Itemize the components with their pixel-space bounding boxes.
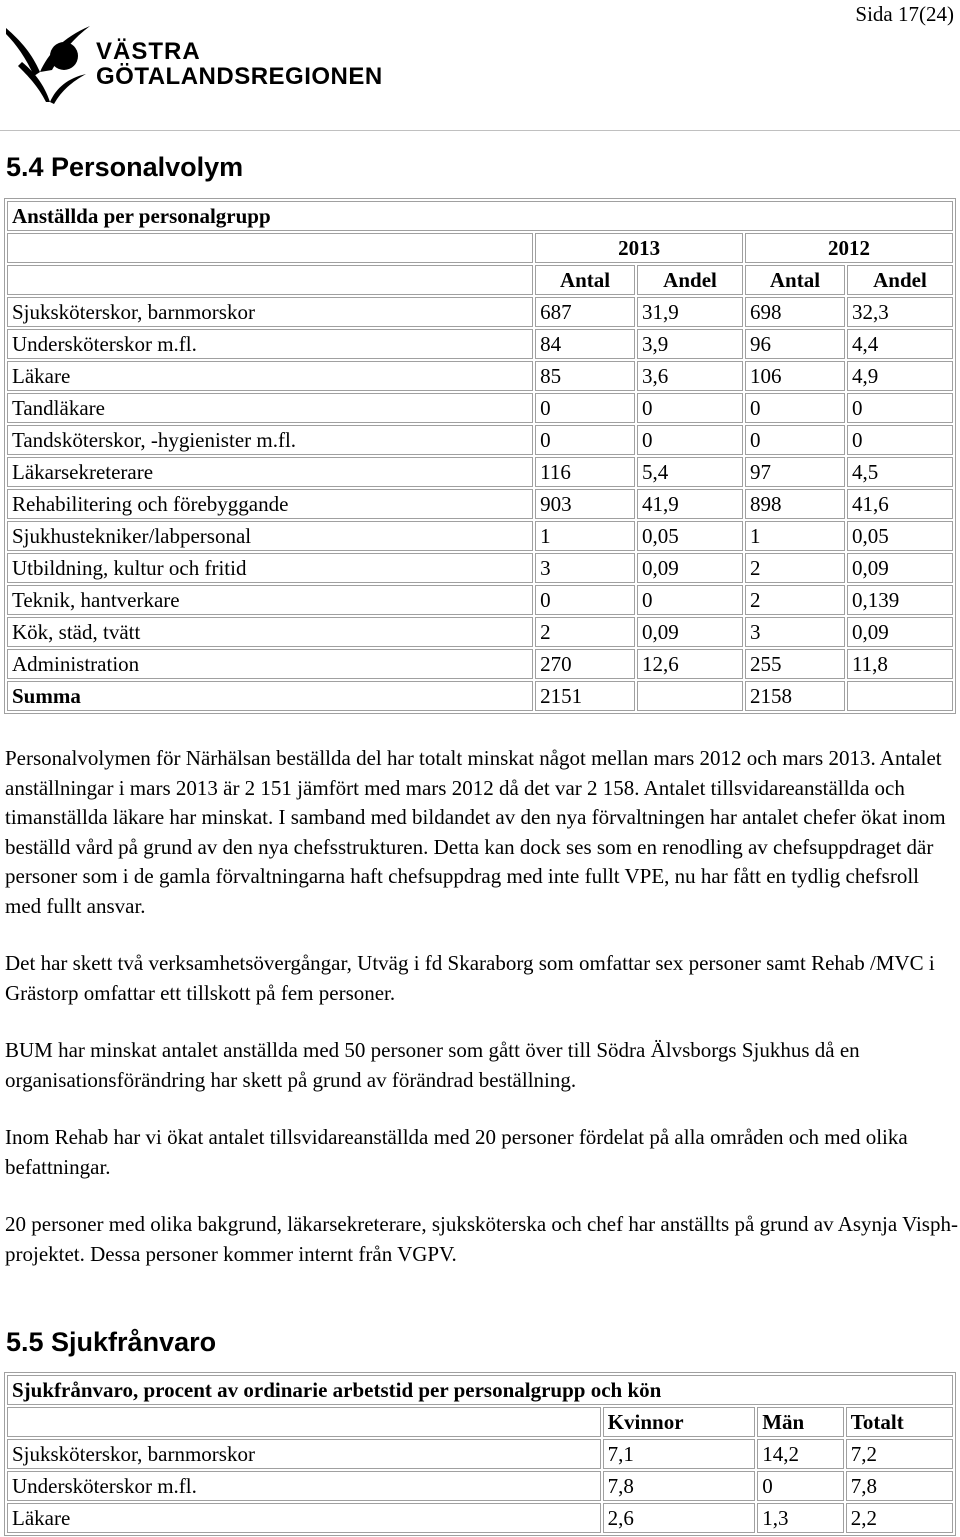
table-row: [7, 1439, 953, 1469]
table-row: [7, 425, 953, 455]
table-cell: 2158: [745, 681, 845, 711]
table-title: Sjukfrånvaro, procent av ordinarie arbetstid per personalgrupp och kön: [7, 1375, 953, 1405]
section-heading-sjukfranvaro: 5.5 Sjukfrånvaro: [6, 1327, 217, 1357]
table-header-empty: [7, 233, 533, 263]
col-header-antal-2013: Antal: [535, 265, 635, 295]
table-cell: 12,6: [637, 649, 743, 679]
table-cell: 2151: [535, 681, 635, 711]
table-cell: 0: [745, 393, 845, 423]
paragraph: 20 personer med olika bakgrund, läkarsekreterare, sjuksköterska och chef har anställts på grund av Asynja Visph-projektet. Dessa personer kommer internt från VGPV.: [5, 1212, 958, 1266]
col-header-totalt: Totalt: [846, 1407, 953, 1437]
table-cell: 7,8: [846, 1471, 953, 1501]
paragraph: BUM har minskat antalet anställda med 50 personer som gått över till Södra Älvsborgs Sjukhus då en organisationsförändring har skett på grund av förändrad beställning.: [5, 1038, 860, 1092]
table-row: [7, 649, 953, 679]
vgr-logo: [4, 24, 384, 106]
table-cell: 31,9: [637, 297, 743, 327]
row-label: Undersköterskor m.fl.: [7, 329, 533, 359]
table-cell: 687: [535, 297, 635, 327]
table-cell: 96: [745, 329, 845, 359]
logo-line-1: VÄSTRA: [96, 38, 201, 65]
table-cell: 4,4: [847, 329, 953, 359]
col-header-antal-2012: Antal: [745, 265, 845, 295]
row-label: Kök, städ, tvätt: [7, 617, 533, 647]
table-row: [7, 329, 953, 359]
table-cell: 4,5: [847, 457, 953, 487]
table-row: [7, 681, 953, 711]
table-row: [7, 489, 953, 519]
table-cell: 41,6: [847, 489, 953, 519]
row-label: Sjuksköterskor, barnmorskor: [7, 297, 533, 327]
paragraph: Inom Rehab har vi ökat antalet tillsvidareanställda med 20 personer fördelat på alla områden och med olika befattningar.: [5, 1125, 908, 1179]
row-label: Administration: [7, 649, 533, 679]
sick-leave-table: [4, 1372, 956, 1536]
table-cell: 4,9: [847, 361, 953, 391]
row-label: Tandläkare: [7, 393, 533, 423]
table-row: [7, 393, 953, 423]
table-cell: 0,09: [847, 553, 953, 583]
table-cell: 2,2: [846, 1503, 953, 1533]
table-row: [7, 617, 953, 647]
paragraph: Det har skett två verksamhetsövergångar, Utväg i fd Skaraborg som omfattar sex personer samt Rehab /MVC i Grästorp omfattar ett tillskott på fem personer.: [5, 951, 935, 1005]
row-label: Rehabilitering och förebyggande: [7, 489, 533, 519]
table-cell: 2: [745, 553, 845, 583]
table-cell: 2,6: [603, 1503, 756, 1533]
table-cell: 0: [535, 585, 635, 615]
table-row: [7, 553, 953, 583]
table-cell: 7,8: [603, 1471, 756, 1501]
table-header-empty: [7, 265, 533, 295]
table-cell: 41,9: [637, 489, 743, 519]
table-cell: [847, 681, 953, 711]
body-text: [5, 744, 960, 1297]
table-cell: 698: [745, 297, 845, 327]
table-cell: 3: [535, 553, 635, 583]
paragraph: Personalvolymen för Närhälsan beställda del har totalt minskat något mellan mars 2012 och mars 2013. Antalet anställningar i mars 2013 är 2 151 jämfört med mars 2012 då det var 2 158. Antalet tillsvidareanställda och timanställda läkare har minskat. I samband med bildandet av den nya förvaltningen har antalet chefer ökat inom beställd vård på grund av den nya chefsstrukturen. Detta kan dock ses som en renodling av chefsuppdraget där personer som i de gamla förvaltningarna haft chefsuppdrag med inte fullt VPE, nu har fått en tydlig chefsroll med fullt ansvar.: [5, 746, 946, 918]
row-label: Läkarsekreterare: [7, 457, 533, 487]
row-label: Sjukhustekniker/labpersonal: [7, 521, 533, 551]
table-row: [7, 1503, 953, 1533]
table-cell: 903: [535, 489, 635, 519]
table-row: [7, 457, 953, 487]
table-cell: 32,3: [847, 297, 953, 327]
table-cell: 898: [745, 489, 845, 519]
table-cell: 1: [535, 521, 635, 551]
table-cell: 0: [757, 1471, 844, 1501]
table-cell: 7,2: [846, 1439, 953, 1469]
table-cell: 0,09: [637, 617, 743, 647]
table-title: Anställda per personalgrupp: [7, 201, 953, 231]
table-cell: 0: [535, 393, 635, 423]
row-label: Utbildning, kultur och fritid: [7, 553, 533, 583]
table-cell: 3,9: [637, 329, 743, 359]
section-heading-personalvolym: 5.4 Personalvolym: [6, 152, 244, 182]
vgr-emblem-icon: [4, 24, 94, 106]
table-cell: 11,8: [847, 649, 953, 679]
table-cell: 0: [535, 425, 635, 455]
personnel-table: [4, 198, 956, 714]
page-number: Sida 17(24): [855, 2, 954, 26]
table-row: [7, 361, 953, 391]
row-label: Sjuksköterskor, barnmorskor: [7, 1439, 601, 1469]
table-cell: 3,6: [637, 361, 743, 391]
table-cell: 5,4: [637, 457, 743, 487]
table-cell: 255: [745, 649, 845, 679]
col-header-kvinnor: Kvinnor: [603, 1407, 756, 1437]
row-label: Läkare: [7, 361, 533, 391]
year-header-2012: 2012: [745, 233, 953, 263]
table-cell: 1,3: [757, 1503, 844, 1533]
table-cell: 0,05: [847, 521, 953, 551]
year-header-2013: 2013: [535, 233, 743, 263]
table-cell: 85: [535, 361, 635, 391]
table-row: [7, 1471, 953, 1501]
table-cell: 0: [745, 425, 845, 455]
row-label: Läkare: [7, 1503, 601, 1533]
table-cell: 0: [847, 425, 953, 455]
table-row: [7, 521, 953, 551]
table-cell: 106: [745, 361, 845, 391]
logo-line-2: GÖTALANDSREGIONEN: [96, 63, 383, 90]
row-label: Summa: [7, 681, 533, 711]
table-cell: 116: [535, 457, 635, 487]
table-cell: [637, 681, 743, 711]
col-header-andel-2012: Andel: [847, 265, 953, 295]
row-label: Undersköterskor m.fl.: [7, 1471, 601, 1501]
table-cell: 2: [745, 585, 845, 615]
col-header-man: Män: [757, 1407, 844, 1437]
table-cell: 2: [535, 617, 635, 647]
table-cell: 14,2: [757, 1439, 844, 1469]
table-cell: 0: [847, 393, 953, 423]
table-cell: 0,09: [847, 617, 953, 647]
row-label: Tandsköterskor, -hygienister m.fl.: [7, 425, 533, 455]
table-cell: 0,09: [637, 553, 743, 583]
table-cell: 97: [745, 457, 845, 487]
header-divider: [0, 130, 960, 131]
table-row: [7, 585, 953, 615]
table-cell: 0: [637, 393, 743, 423]
table-cell: 0: [637, 425, 743, 455]
table-header-empty: [7, 1407, 601, 1437]
col-header-andel-2013: Andel: [637, 265, 743, 295]
table-cell: 3: [745, 617, 845, 647]
table-cell: 270: [535, 649, 635, 679]
table-cell: 7,1: [603, 1439, 756, 1469]
row-label: Teknik, hantverkare: [7, 585, 533, 615]
table-row: [7, 297, 953, 327]
table-cell: 1: [745, 521, 845, 551]
table-cell: 0,05: [637, 521, 743, 551]
table-cell: 0: [637, 585, 743, 615]
table-cell: 0,139: [847, 585, 953, 615]
table-cell: 84: [535, 329, 635, 359]
